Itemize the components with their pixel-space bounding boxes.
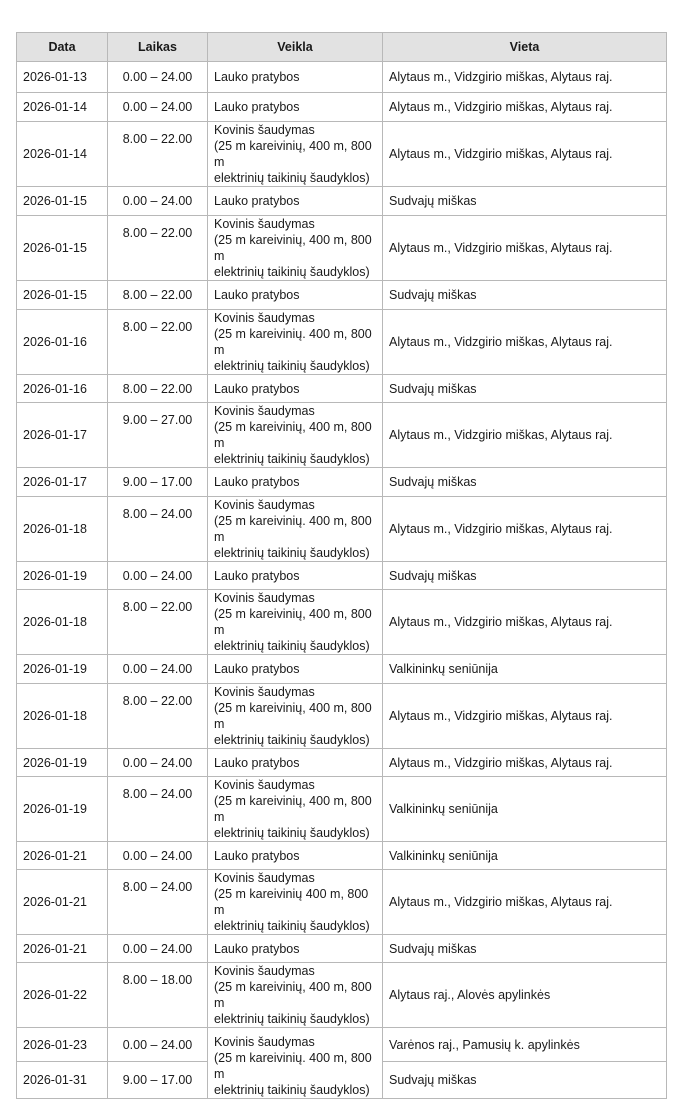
cell-time: 0.00 – 24.00 [108, 1028, 208, 1062]
activity-line: (25 m kareivinių, 400 m, 800 m [214, 701, 372, 731]
schedule-document [16, 32, 666, 1099]
header-activity: Veikla [208, 33, 383, 62]
cell-date: 2026-01-16 [17, 310, 108, 375]
cell-date: 2026-01-19 [17, 655, 108, 684]
cell-date: 2026-01-13 [17, 62, 108, 93]
cell-place: Alytaus raj., Alovės apylinkės [383, 963, 667, 1028]
activity-line: Kovinis šaudymas [214, 217, 315, 231]
cell-date: 2026-01-14 [17, 122, 108, 187]
cell-place: Valkininkų seniūnija [383, 655, 667, 684]
cell-place: Alytaus m., Vidzgirio miškas, Alytaus raj. [383, 590, 667, 655]
table-row [17, 375, 667, 403]
activity-line: Kovinis šaudymas [214, 404, 315, 418]
cell-place: Alytaus m., Vidzgirio miškas, Alytaus raj. [383, 749, 667, 777]
activity-line: elektrinių taikinių šaudyklos) [214, 733, 370, 747]
cell-time: 9.00 – 17.00 [108, 468, 208, 497]
cell-date: 2026-01-19 [17, 749, 108, 777]
activity-line: (25 m kareivinių. 400 m, 800 m [214, 1051, 372, 1081]
activity-line: (25 m kareivinių, 400 m, 800 m [214, 980, 372, 1010]
cell-place: Sudvajų miškas [383, 935, 667, 963]
cell-activity [208, 749, 383, 777]
cell-place: Valkininkų seniūnija [383, 842, 667, 870]
header-row [17, 33, 667, 62]
table-row [17, 281, 667, 310]
table-row [17, 870, 667, 935]
activity-line: (25 m kareivinių, 400 m, 800 m [214, 420, 372, 450]
cell-time: 9.00 – 17.00 [108, 1062, 208, 1099]
cell-date: 2026-01-21 [17, 870, 108, 935]
activity-line: elektrinių taikinių šaudyklos) [214, 546, 370, 560]
header-time: Laikas [108, 33, 208, 62]
table-row [17, 777, 667, 842]
cell-date: 2026-01-15 [17, 281, 108, 310]
cell-date: 2026-01-23 [17, 1028, 108, 1062]
cell-time: 0.00 – 24.00 [108, 655, 208, 684]
cell-activity [208, 468, 383, 497]
activity-line: Kovinis šaudymas [214, 311, 315, 325]
activity-line: Kovinis šaudymas [214, 964, 315, 978]
table-row [17, 122, 667, 187]
cell-date: 2026-01-15 [17, 187, 108, 216]
cell-time: 0.00 – 24.00 [108, 749, 208, 777]
cell-place: Alytaus m., Vidzgirio miškas, Alytaus raj. [383, 216, 667, 281]
activity-line: elektrinių taikinių šaudyklos) [214, 639, 370, 653]
activity-line: Kovinis šaudymas [214, 685, 315, 699]
cell-activity [208, 870, 383, 935]
activity-line: Lauko pratybos [214, 475, 300, 489]
table-row [17, 590, 667, 655]
table-row [17, 216, 667, 281]
activity-line: Lauko pratybos [214, 381, 300, 396]
table-row [17, 403, 667, 468]
cell-activity [208, 122, 383, 187]
cell-date: 2026-01-15 [17, 216, 108, 281]
cell-activity [208, 777, 383, 842]
activity-line: (25 m kareivinių 400 m, 800 m [214, 887, 369, 917]
activity-line: elektrinių taikinių šaudyklos) [214, 1012, 370, 1026]
cell-time: 0.00 – 24.00 [108, 62, 208, 93]
cell-date: 2026-01-18 [17, 590, 108, 655]
cell-place: Sudvajų miškas [383, 187, 667, 216]
activity-line: Lauko pratybos [214, 755, 300, 770]
cell-time: 9.00 – 27.00 [108, 403, 208, 468]
cell-place: Sudvajų miškas [383, 562, 667, 590]
cell-time: 8.00 – 22.00 [108, 281, 208, 310]
cell-date: 2026-01-19 [17, 777, 108, 842]
cell-date: 2026-01-31 [17, 1062, 108, 1099]
cell-activity [208, 590, 383, 655]
cell-date: 2026-01-18 [17, 497, 108, 562]
cell-place: Alytaus m., Vidzgirio miškas, Alytaus raj. [383, 403, 667, 468]
cell-place: Varėnos raj., Pamusių k. apylinkės [383, 1028, 667, 1062]
activity-line: Lauko pratybos [214, 848, 300, 863]
cell-place: Alytaus m., Vidzgirio miškas, Alytaus raj. [383, 93, 667, 122]
table-row [17, 684, 667, 749]
cell-activity [208, 935, 383, 963]
activity-line: Lauko pratybos [214, 70, 300, 84]
schedule-table [16, 32, 667, 1099]
header-place: Vieta [383, 33, 667, 62]
cell-time: 8.00 – 22.00 [108, 684, 208, 749]
activity-line: elektrinių taikinių šaudyklos) [214, 919, 370, 933]
cell-place: Alytaus m., Vidzgirio miškas, Alytaus raj. [383, 310, 667, 375]
cell-activity [208, 562, 383, 590]
cell-activity [208, 497, 383, 562]
activity-line: Lauko pratybos [214, 194, 300, 208]
cell-place: Valkininkų seniūnija [383, 777, 667, 842]
activity-line: (25 m kareivinių. 400 m, 800 m [214, 514, 372, 544]
activity-line: (25 m kareivinių, 400 m, 800 m [214, 607, 372, 637]
activity-line: Kovinis šaudymas [214, 871, 315, 885]
activity-line: elektrinių taikinių šaudyklos) [214, 826, 370, 840]
cell-time: 8.00 – 24.00 [108, 497, 208, 562]
table-row [17, 468, 667, 497]
cell-place: Sudvajų miškas [383, 468, 667, 497]
activity-line: Kovinis šaudymas [214, 498, 315, 512]
cell-activity [208, 403, 383, 468]
cell-date: 2026-01-21 [17, 842, 108, 870]
cell-time: 0.00 – 24.00 [108, 842, 208, 870]
cell-time: 8.00 – 22.00 [108, 310, 208, 375]
cell-place: Alytaus m., Vidzgirio miškas, Alytaus raj. [383, 497, 667, 562]
activity-line: Lauko pratybos [214, 941, 300, 956]
cell-time: 0.00 – 24.00 [108, 935, 208, 963]
table-row [17, 310, 667, 375]
activity-line: elektrinių taikinių šaudyklos) [214, 1083, 370, 1097]
cell-date: 2026-01-21 [17, 935, 108, 963]
cell-place: Alytaus m., Vidzgirio miškas, Alytaus raj. [383, 870, 667, 935]
cell-date: 2026-01-14 [17, 93, 108, 122]
table-row [17, 62, 667, 93]
table-row [17, 497, 667, 562]
activity-line: Lauko pratybos [214, 100, 300, 114]
cell-activity [208, 1028, 383, 1099]
activity-line: Lauko pratybos [214, 662, 300, 676]
cell-time: 0.00 – 24.00 [108, 93, 208, 122]
cell-place: Sudvajų miškas [383, 281, 667, 310]
cell-activity [208, 842, 383, 870]
cell-place: Alytaus m., Vidzgirio miškas, Alytaus raj. [383, 122, 667, 187]
activity-line: Kovinis šaudymas [214, 591, 315, 605]
table-row [17, 749, 667, 777]
cell-time: 8.00 – 18.00 [108, 963, 208, 1028]
activity-line: Kovinis šaudymas [214, 778, 315, 792]
table-row [17, 655, 667, 684]
cell-activity [208, 963, 383, 1028]
cell-time: 8.00 – 22.00 [108, 375, 208, 403]
activity-line: elektrinių taikinių šaudyklos) [214, 171, 370, 185]
cell-time: 8.00 – 22.00 [108, 590, 208, 655]
cell-activity [208, 62, 383, 93]
cell-date: 2026-01-16 [17, 375, 108, 403]
cell-time: 8.00 – 22.00 [108, 216, 208, 281]
cell-place: Sudvajų miškas [383, 375, 667, 403]
table-body [17, 62, 667, 1099]
cell-time: 0.00 – 24.00 [108, 562, 208, 590]
cell-date: 2026-01-17 [17, 468, 108, 497]
cell-place: Sudvajų miškas [383, 1062, 667, 1099]
cell-date: 2026-01-17 [17, 403, 108, 468]
activity-line: Lauko pratybos [214, 288, 300, 302]
cell-time: 8.00 – 24.00 [108, 777, 208, 842]
activity-line: elektrinių taikinių šaudyklos) [214, 359, 370, 373]
cell-place: Alytaus m., Vidzgirio miškas, Alytaus raj. [383, 684, 667, 749]
cell-activity [208, 93, 383, 122]
activity-line: elektrinių taikinių šaudyklos) [214, 452, 370, 466]
activity-line: (25 m kareivinių, 400 m, 800 m [214, 233, 372, 263]
cell-activity [208, 216, 383, 281]
cell-activity [208, 281, 383, 310]
cell-activity [208, 375, 383, 403]
activity-line: Kovinis šaudymas [214, 123, 315, 137]
cell-activity [208, 187, 383, 216]
activity-line: Lauko pratybos [214, 568, 300, 583]
table-row [17, 842, 667, 870]
cell-place: Alytaus m., Vidzgirio miškas, Alytaus raj. [383, 62, 667, 93]
activity-line: elektrinių taikinių šaudyklos) [214, 265, 370, 279]
cell-time: 0.00 – 24.00 [108, 187, 208, 216]
activity-line: Kovinis šaudymas [214, 1035, 315, 1049]
cell-activity [208, 655, 383, 684]
table-row [17, 1028, 667, 1062]
activity-line: (25 m kareivinių. 400 m, 800 m [214, 327, 372, 357]
table-row [17, 935, 667, 963]
table-row [17, 93, 667, 122]
cell-activity [208, 684, 383, 749]
cell-time: 8.00 – 22.00 [108, 122, 208, 187]
table-row [17, 963, 667, 1028]
cell-time: 8.00 – 24.00 [108, 870, 208, 935]
table-row [17, 187, 667, 216]
cell-date: 2026-01-22 [17, 963, 108, 1028]
cell-date: 2026-01-19 [17, 562, 108, 590]
cell-date: 2026-01-18 [17, 684, 108, 749]
activity-line: (25 m kareivinių, 400 m, 800 m [214, 794, 372, 824]
header-date: Data [17, 33, 108, 62]
activity-line: (25 m kareivinių, 400 m, 800 m [214, 139, 372, 169]
table-row [17, 562, 667, 590]
cell-activity [208, 310, 383, 375]
